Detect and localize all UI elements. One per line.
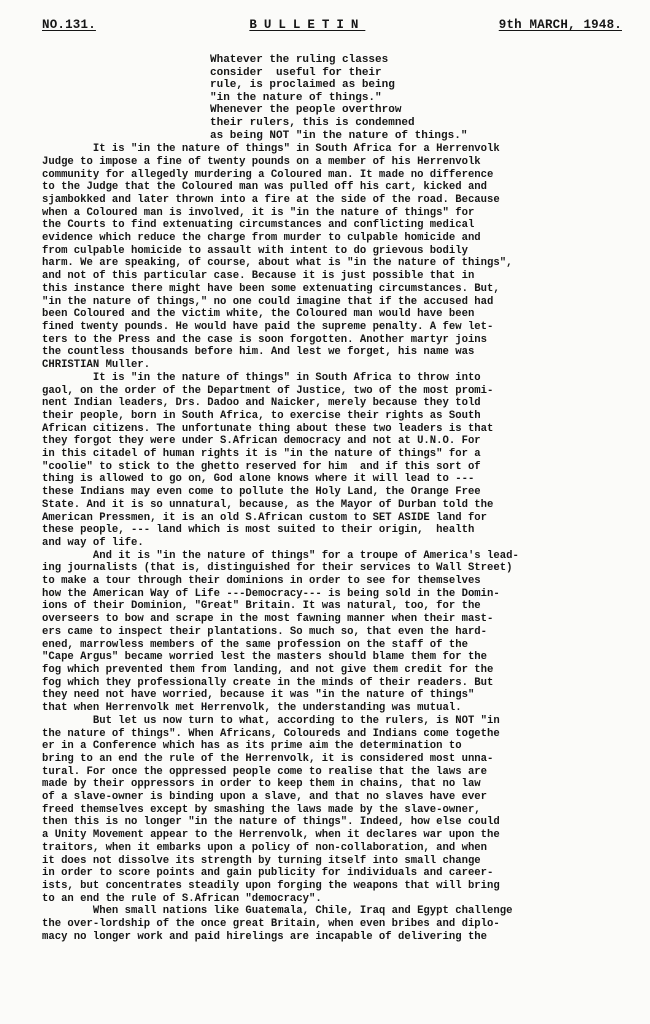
text-line: in order to score points and gain publicity for individuals and career-	[42, 867, 494, 880]
text-line: made by their oppressors in order to keep them in chains, that no law	[42, 778, 481, 791]
paragraph	[42, 715, 622, 906]
text-line: from culpable homicide to assault with intent to do grievous bodily	[42, 244, 468, 257]
text-line: gaol, on the order of the Department of Justice, two of the most promi-	[42, 384, 494, 397]
text-line: to an end the rule of S.African "democracy".	[42, 892, 322, 905]
text-line: "Cape Argus" became worried lest the masters should blame them for the	[42, 651, 488, 664]
text-line: the Courts to find extenuating circumstances and conflicting medical	[42, 219, 475, 232]
text-line: a Unity Movement appear to the Herrenvolk, when it declares war upon the	[42, 829, 500, 842]
text-line: State. And it is so unnatural, because, as the Mayor of Durban told the	[42, 498, 494, 511]
text-line: thing is allowed to go on, God alone knows where it will lead to ---	[42, 473, 475, 486]
text-line: that when Herrenvolk met Herrenvolk, the understanding was mutual.	[42, 702, 462, 715]
epigraph-line: "in the nature of things."	[210, 91, 382, 104]
text-line: the countless thousands before him. And lest we forget, his name was	[42, 346, 475, 359]
text-line: their people, born in South Africa, to exercise their rights as South	[42, 409, 481, 422]
bulletin-header	[42, 18, 622, 40]
text-line: It is "in the nature of things" in South Africa to throw into	[42, 371, 481, 384]
text-line: ened, marrowless members of the same profession on the staff of the	[42, 638, 468, 651]
text-line: community for allegedly murdering a Coloured man. It made no difference	[42, 168, 494, 181]
text-line: It is "in the nature of things" in South Africa for a Herrenvolk	[42, 143, 500, 156]
text-line: bring to an end the rule of the Herrenvolk, it is considered most unna-	[42, 752, 494, 765]
epigraph-line: their rulers, this is condemned	[210, 116, 415, 129]
paragraph	[42, 143, 622, 372]
text-line: freed themselves except by smashing the laws made by the slave-owner,	[42, 803, 481, 816]
text-line: ers came to inspect their plantations. So much so, that even the hard-	[42, 625, 488, 638]
text-line: and way of life.	[42, 536, 144, 549]
issue-date: 9th MARCH, 1948.	[498, 18, 622, 32]
paragraph	[42, 372, 622, 550]
text-line: to the Judge that the Coloured man was pulled off his cart, kicked and	[42, 181, 488, 194]
text-line: they need not have worried, because it was "in the nature of things"	[42, 689, 475, 702]
epigraph-line: as being NOT "in the nature of things."	[210, 129, 468, 142]
text-line: ing journalists (that is, distinguished for their services to Wall Street)	[42, 562, 513, 575]
epigraph-line: consider useful for their	[210, 66, 382, 79]
text-line: the over-lordship of the once great Britain, when even bribes and diplo-	[42, 918, 500, 931]
text-line: fog which prevented them from landing, and not give them credit for the	[42, 663, 494, 676]
issue-number: NO.131.	[42, 18, 96, 32]
text-line: ists, but concentrates steadily upon forging the weapons that will bring	[42, 879, 500, 892]
text-line: and not of this particular case. Because it is just possible that in	[42, 270, 475, 283]
text-line: African citizens. The unfortunate thing about these two leaders is that	[42, 422, 494, 435]
text-line: this instance there might have been some extenuating circumstances. But,	[42, 282, 500, 295]
text-line: of a slave-owner is binding upon a slave, and that no slaves have ever	[42, 791, 488, 804]
text-line: sjambokked and later thrown into a fire at the side of the road. Because	[42, 193, 500, 206]
epigraph-line: rule, is proclaimed as being	[210, 79, 395, 92]
text-line: it does not dissolve its strength by turning itself into small change	[42, 854, 481, 867]
text-line: harm. We are speaking, of course, about what is "in the nature of things",	[42, 257, 513, 270]
paragraph	[42, 550, 622, 715]
text-line: er in a Conference which has as its prime aim the determination to	[42, 740, 462, 753]
paragraph	[42, 905, 622, 943]
bulletin-title: BULLETIN	[249, 18, 366, 32]
text-line: they forgot they were under S.African democracy and not at U.N.O. For	[42, 435, 481, 448]
text-line: And it is "in the nature of things" for a troupe of America's lead-	[42, 549, 519, 562]
text-line: traitors, when it embarks upon a policy of non-collaboration, and when	[42, 841, 488, 854]
text-line: American Pressmen, it is an old S.African custom to SET ASIDE land for	[42, 511, 488, 524]
article-body	[42, 143, 622, 943]
text-line: overseers to bow and scrape in the most fawning manner when their mast-	[42, 613, 494, 626]
text-line: nent Indian leaders, Drs. Dadoo and Naicker, merely because they told	[42, 397, 481, 410]
text-line: But let us now turn to what, according to the rulers, is NOT "in	[42, 714, 500, 727]
text-line: tural. For once the oppressed people come to realise that the laws are	[42, 765, 488, 778]
epigraph-line: Whenever the people overthrow	[210, 104, 402, 117]
text-line: these Indians may even come to pollute the Holy Land, the Orange Free	[42, 486, 481, 499]
text-line: how the American Way of Life ---Democracy--- is being sold in the Domin-	[42, 587, 500, 600]
text-line: in this citadel of human rights it is "in the nature of things" for a	[42, 448, 481, 461]
text-line: Judge to impose a fine of twenty pounds on a member of his Herrenvolk	[42, 155, 481, 168]
epigraph-line: Whatever the ruling classes	[210, 54, 389, 66]
text-line: ions of their Dominion, "Great" Britain. It was natural, too, for the	[42, 600, 481, 613]
epigraph	[210, 54, 622, 142]
text-line: evidence which reduce the charge from murder to culpable homicide and	[42, 232, 481, 245]
text-line: the nature of things". When Africans, Coloureds and Indians come togethe	[42, 727, 500, 740]
text-line: "coolie" to stick to the ghetto reserved for him and if this sort of	[42, 460, 481, 473]
text-line: macy no longer work and paid hirelings are incapable of delivering the	[42, 930, 488, 943]
text-line: "in the nature of things," no one could imagine that if the accused had	[42, 295, 494, 308]
text-line: these people, --- land which is most suited to their origin, health	[42, 524, 475, 537]
text-line: CHRISTIAN Muller.	[42, 359, 151, 372]
text-line: then this is no longer "in the nature of things". Indeed, how else could	[42, 816, 500, 829]
text-line: been Coloured and the victim white, the Coloured man would have been	[42, 308, 475, 321]
text-line: When small nations like Guatemala, Chile, Iraq and Egypt challenge	[42, 905, 513, 918]
text-line: fined twenty pounds. He would have paid the supreme penalty. A few let-	[42, 321, 494, 333]
text-line: to make a tour through their dominions in order to see for themselves	[42, 575, 481, 588]
text-line: ters to the Press and the case is soon forgotten. Another martyr joins	[42, 333, 488, 346]
text-line: when a Coloured man is involved, it is "in the nature of things" for	[42, 206, 475, 219]
text-line: fog which they professionally create in the minds of their readers. But	[42, 676, 494, 689]
